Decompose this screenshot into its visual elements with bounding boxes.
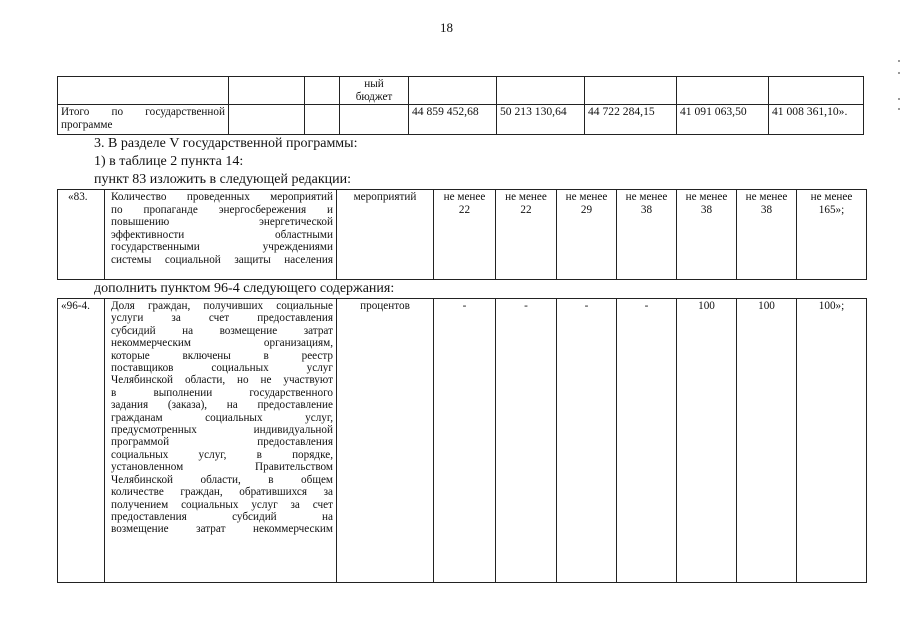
value-line: не менее: [810, 191, 853, 203]
value-line: не менее: [505, 191, 547, 203]
value-cell: -: [557, 299, 617, 583]
value-line: не менее: [745, 191, 788, 203]
value-line: 38: [640, 203, 653, 216]
funding-source-line: бюджет: [355, 90, 393, 103]
total-label-line: программе: [61, 118, 113, 131]
scan-edge-mark: [898, 60, 900, 62]
value-cell: -: [617, 299, 677, 583]
funding-source-line: ный: [364, 78, 384, 90]
table-row: [58, 299, 867, 583]
indicator-table-96-4: [57, 298, 867, 583]
indicator-line: Челябинской области, но не участвуют: [111, 374, 333, 387]
value-line: не менее: [625, 191, 668, 203]
budget-table: [57, 76, 864, 135]
paragraph: пункт 83 изложить в следующей редакции:: [94, 172, 351, 187]
indicator-line: предоставления субсидий на: [111, 510, 333, 523]
indicator-name: [105, 190, 337, 280]
value-cell: [496, 190, 557, 280]
value-cell: 100: [677, 299, 737, 583]
value-cell: [557, 190, 617, 280]
value-line: 38: [700, 203, 713, 216]
total-value-cell: 41 008 361,10».: [769, 105, 864, 135]
value-line: не менее: [565, 191, 608, 203]
value-line: 22: [458, 203, 471, 216]
indicator-line: системы социальной защиты населения: [111, 253, 333, 266]
scan-edge-mark: [898, 108, 900, 110]
paragraph: 3. В разделе V государственной программы:: [94, 136, 358, 151]
indicator-line: количестве граждан, обратившихся за: [111, 486, 333, 499]
value-cell: 100: [737, 299, 797, 583]
indicator-line: возмещение затрат некоммерческим: [111, 523, 333, 536]
scan-edge-mark: [898, 98, 900, 100]
value-line: 22: [520, 203, 532, 216]
indicator-line: Челябинской области, в общем: [111, 473, 333, 486]
indicator-name: [105, 299, 337, 583]
indicator-line: услуги за счет предоставления: [111, 312, 333, 325]
page-number: 18: [440, 20, 453, 35]
indicator-line: программой предоставления: [111, 436, 333, 449]
scan-edge-mark: [898, 72, 900, 74]
indicator-line: поставщиков социальных услуг: [111, 362, 333, 375]
indicator-line: установленном Правительством: [111, 461, 333, 474]
total-value-cell: 44 859 452,68: [409, 105, 497, 135]
value-cell: -: [434, 299, 496, 583]
indicator-line: предусмотренных индивидуальной: [111, 424, 333, 437]
unit-cell: процентов: [337, 299, 434, 583]
indicator-line: которые включены в реестр: [111, 349, 333, 362]
value-line: 165»;: [818, 203, 845, 216]
value-line: 29: [580, 203, 593, 216]
indicator-line: гражданам социальных услуг,: [111, 411, 333, 424]
total-label-cell: [58, 105, 229, 135]
value-cell: [434, 190, 496, 280]
indicator-line: некоммерческим организациям,: [111, 337, 333, 350]
funding-source-cell: [340, 77, 409, 105]
indicator-line: эффективности областными: [111, 228, 333, 241]
indicator-line: государственными учреждениями: [111, 241, 333, 254]
value-line: 38: [760, 203, 773, 216]
indicator-table-83: [57, 189, 867, 280]
row-number: «96-4.: [58, 299, 105, 583]
indicator-line: субсидий на возмещение затрат: [111, 324, 333, 337]
total-value-cell: 44 722 284,15: [585, 105, 677, 135]
value-line: не менее: [685, 191, 728, 203]
total-row: [58, 105, 864, 135]
total-value-cell: 50 213 130,64: [497, 105, 585, 135]
indicator-line: по пропаганде энергосбережения и: [111, 203, 333, 216]
value-cell: 100»;: [797, 299, 867, 583]
paragraph: дополнить пунктом 96-4 следующего содержания:: [94, 281, 395, 296]
indicator-line: Доля граждан, получивших социальные: [111, 300, 333, 312]
total-label-line: Итого по государственной: [61, 106, 225, 119]
table-row: [58, 190, 867, 280]
total-value-cell: 41 091 063,50: [677, 105, 769, 135]
indicator-line: получением социальных услуг за счет: [111, 498, 333, 511]
value-cell: [677, 190, 737, 280]
value-line: не менее: [443, 191, 486, 203]
value-cell: [737, 190, 797, 280]
row-number: «83.: [58, 190, 105, 280]
indicator-line: повышению энергетической: [111, 216, 333, 229]
value-cell: [797, 190, 867, 280]
unit-cell: мероприятий: [337, 190, 434, 280]
paragraph: 1) в таблице 2 пункта 14:: [94, 154, 244, 169]
value-cell: [617, 190, 677, 280]
indicator-line: задания (заказа), на предоставление: [111, 399, 333, 412]
indicator-line: социальных услуг, в порядке,: [111, 448, 333, 461]
value-cell: -: [496, 299, 557, 583]
indicator-line: в выполнении государственного: [111, 386, 333, 399]
table-row: [58, 77, 864, 105]
indicator-line: Количество проведенных мероприятий: [111, 191, 333, 203]
